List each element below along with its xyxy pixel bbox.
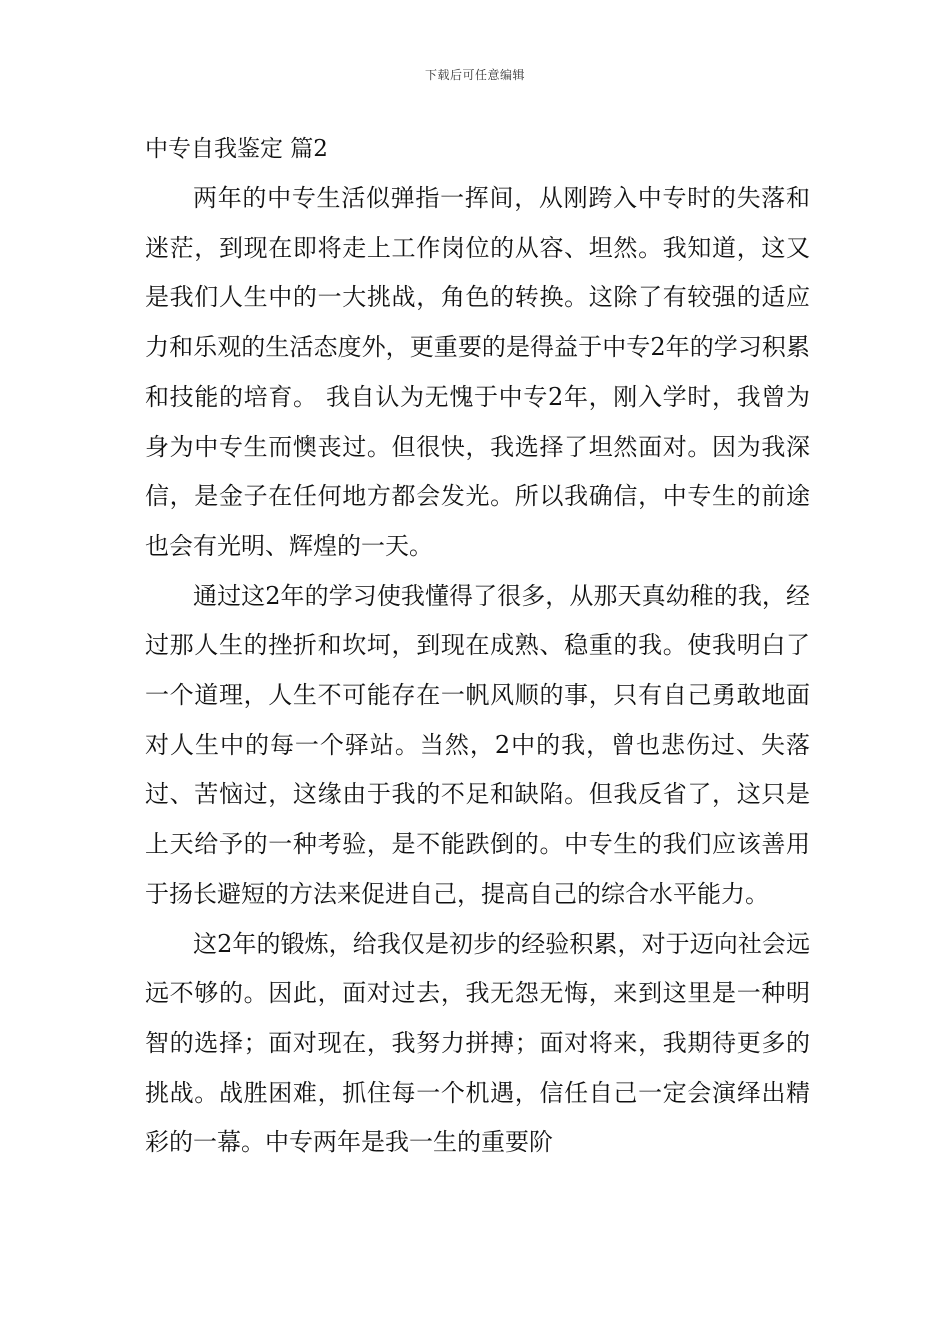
paragraph-2: 通过这2年的学习使我懂得了很多，从那天真幼稚的我，经过那人生的挫折和坎坷，到现在成熟、稳重的我。使我明白了一个道理，人生不可能存在一帆风顺的事，只有自己勇敢地面对人生中的每一个驿站。当然，2中的我，曾也悲伤过、失落过、苦恼过，这缘由于我的不足和缺陷。但我反省了，这只是上天给予的一种考验，是不能跌倒的。中专生的我们应该善用于扬长避短的方法来促进自己，提高自己的综合水平能力。 [145, 581, 810, 908]
paragraph-1: 两年的中专生活似弹指一挥间，从刚跨入中专时的失落和迷茫，到现在即将走上工作岗位的从容、坦然。我知道，这又是我们人生中的一大挑战，角色的转换。这除了有较强的适应力和乐观的生活态度外，更重要的是得益于中专2年的学习积累和技能的培育。 我自认为无愧于中专2年，刚入学时，我曾为身为中专生而懊丧过。但很快，我选择了坦然面对。因为我深信，是金子在任何地方都会发光。所以我确信，中专生的前途也会有光明、辉煌的一天。 [145, 184, 810, 560]
page-header: 下载后可任意编辑 [424, 68, 525, 82]
paragraph-3: 这2年的锻炼，给我仅是初步的经验积累，对于迈向社会远远不够的。因此，面对过去，我无怨无悔，来到这里是一种明智的选择；面对现在，我努力拼搏；面对将来，我期待更多的挑战。战胜困难，抓住每一个机遇，信任自己一定会演绎出精彩的一幕。中专两年是我一生的重要阶 [145, 929, 810, 1157]
document-title: 中专自我鉴定 篇2 [145, 136, 328, 162]
document-body [145, 174, 810, 1168]
